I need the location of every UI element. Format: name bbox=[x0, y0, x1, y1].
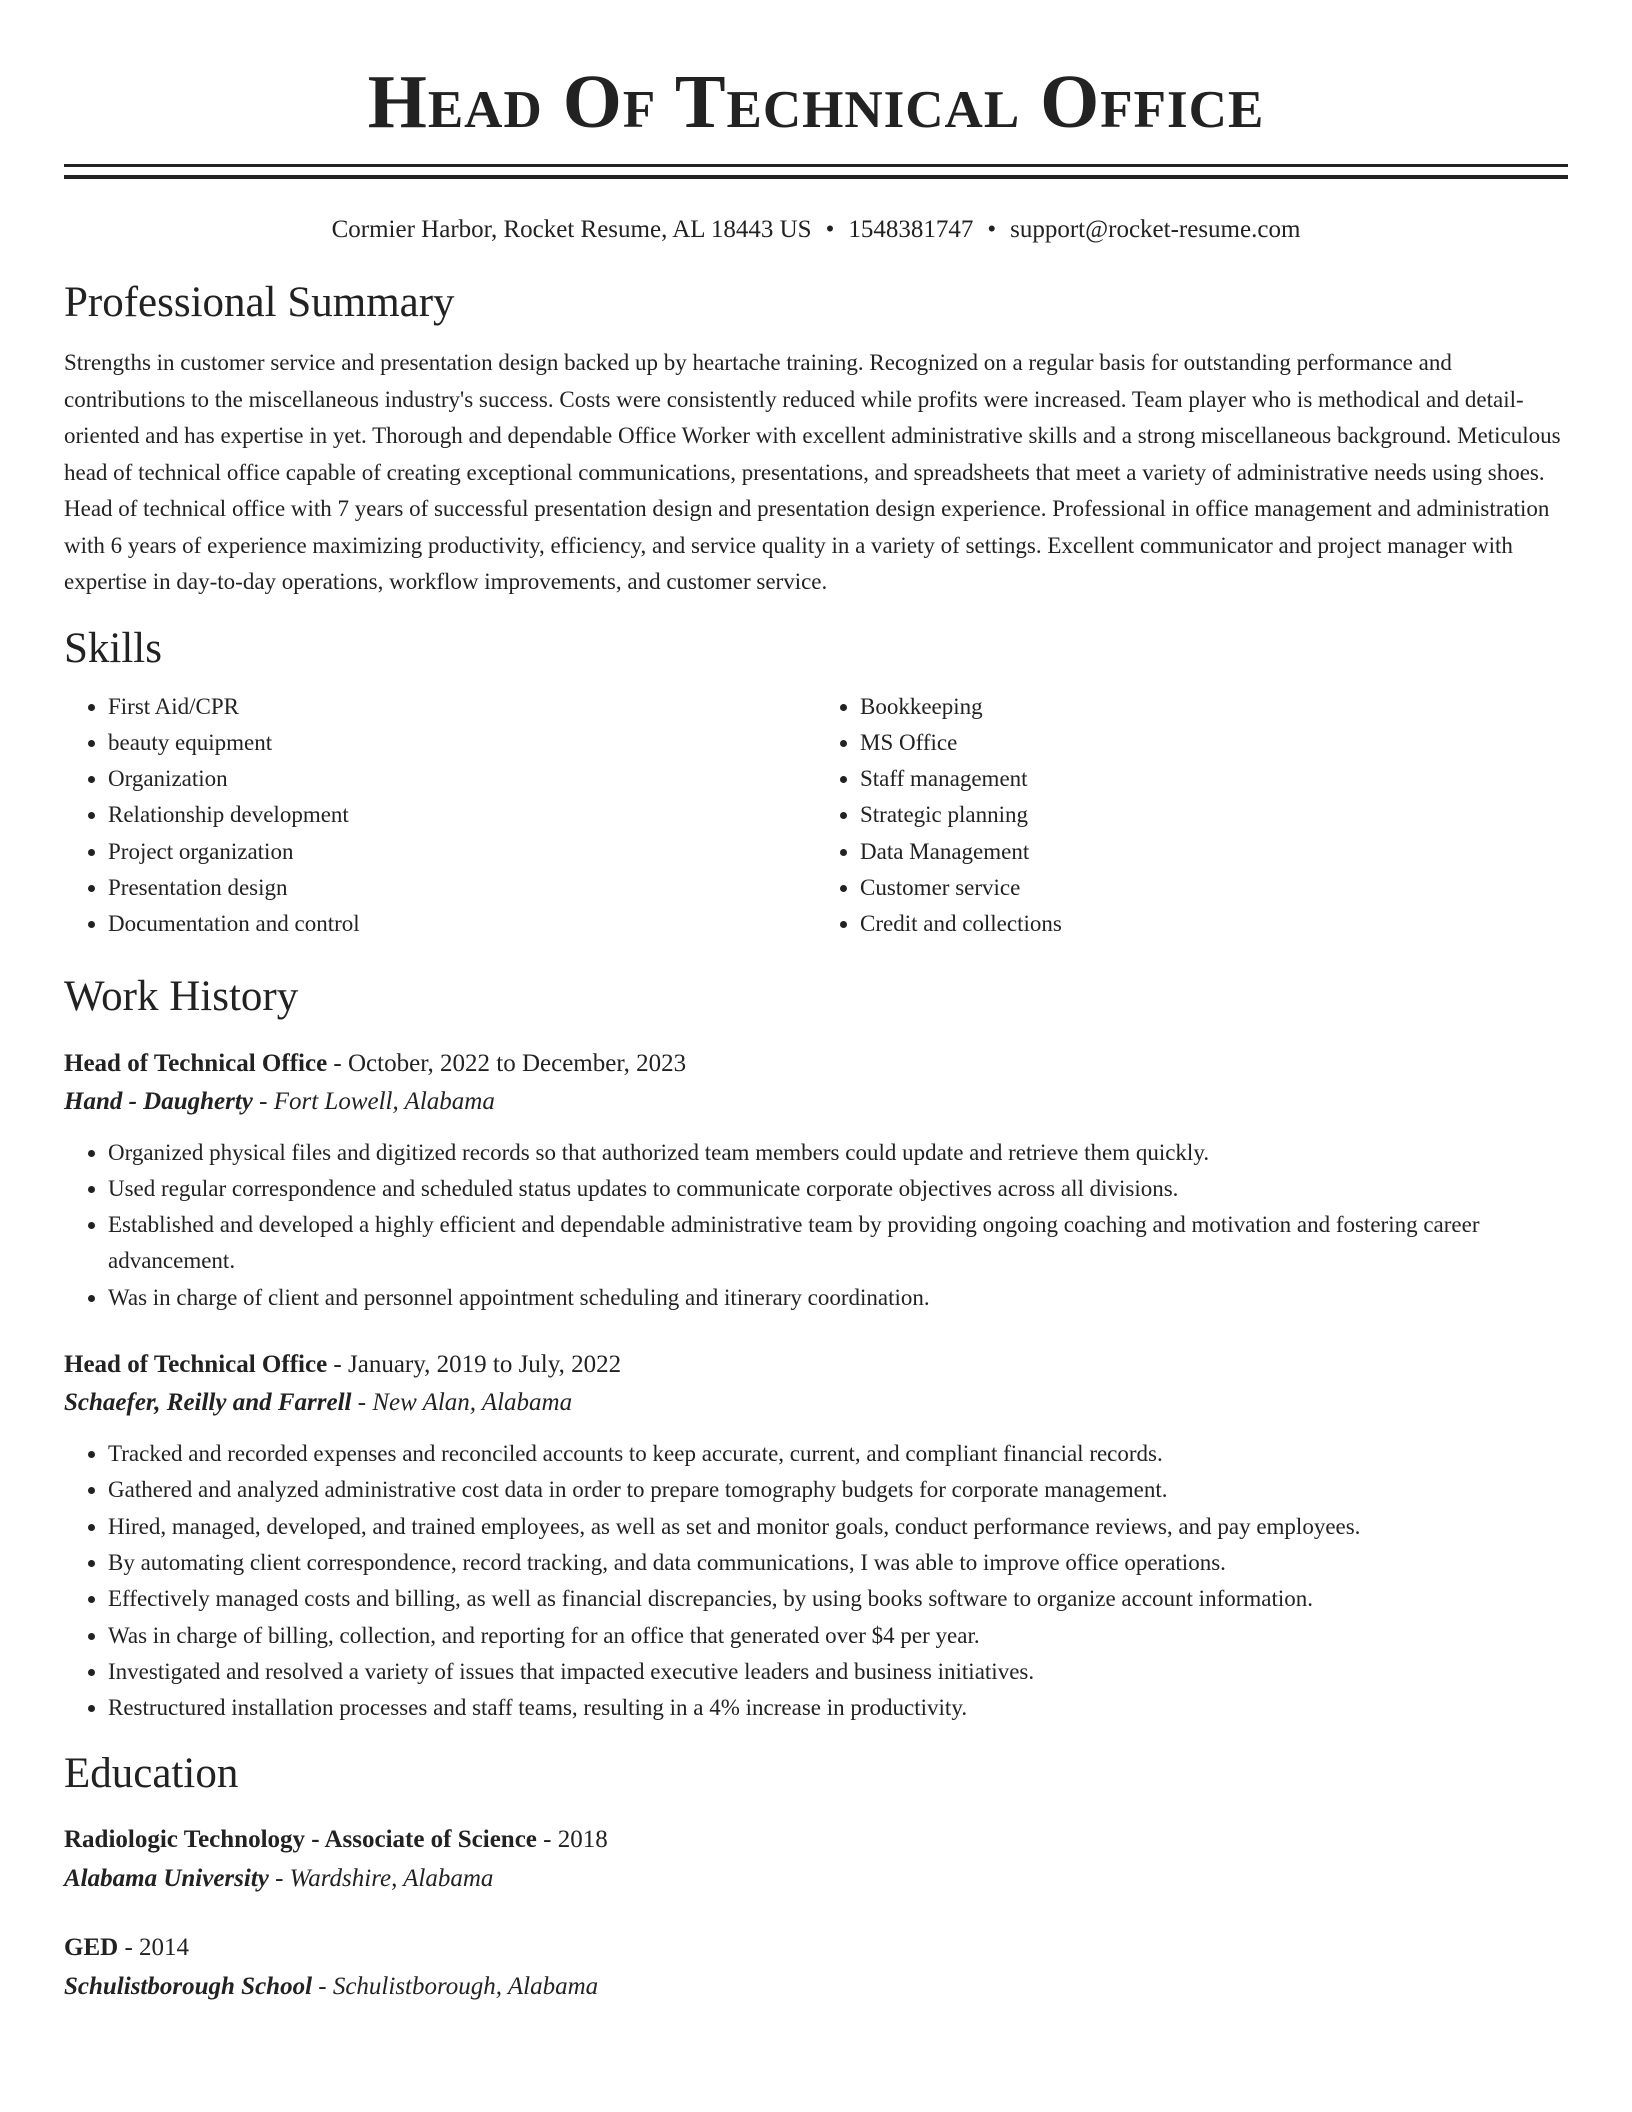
job-bullet: • Established and developed a highly efficient and dependable administrative team by providing ongoing coaching and motivation and fostering career advancement. bbox=[108, 1207, 1568, 1280]
skill-item: • Data Management bbox=[860, 834, 1568, 870]
job-bullet: • Hired, managed, developed, and trained employees, as well as set and monitor goals, conduct performance reviews, and pay employees. bbox=[108, 1509, 1568, 1545]
job-bullet: • Organized physical files and digitized records so that authorized team members could update and retrieve them quickly. bbox=[108, 1135, 1568, 1171]
skill-item: • Presentation design bbox=[108, 870, 816, 906]
job-bullet: • Restructured installation processes and staff teams, resulting in a 4% increase in productivity. bbox=[108, 1690, 1568, 1726]
job-entry bbox=[64, 1045, 1568, 1316]
job-location: - New Alan, Alabama bbox=[351, 1389, 573, 1417]
job-role: Head of Technical Office bbox=[64, 1351, 328, 1379]
education-heading: Education bbox=[64, 1750, 239, 1798]
contact-phone: 1548381747 bbox=[848, 216, 974, 243]
education-location: - Schulistborough, Alabama bbox=[312, 1973, 599, 2001]
job-dates: - January, 2019 to July, 2022 bbox=[327, 1351, 622, 1379]
job-company: Hand - Daugherty bbox=[64, 1087, 253, 1115]
job-bullet: • Used regular correspondence and scheduled status updates to communicate corporate objectives across all divisions. bbox=[108, 1171, 1568, 1207]
job-bullet: • Effectively managed costs and billing, as well as financial discrepancies, by using books software to organize account information. bbox=[108, 1581, 1568, 1617]
education-degree: GED bbox=[64, 1934, 119, 1962]
job-entry bbox=[64, 1346, 1568, 1726]
job-role: Head of Technical Office bbox=[64, 1049, 328, 1077]
job-bullet: • By automating client correspondence, record tracking, and data communications, I was able to improve office operations. bbox=[108, 1545, 1568, 1581]
skills-grid bbox=[64, 689, 1568, 943]
contact-separator: • bbox=[825, 216, 835, 243]
education-degree: Radiologic Technology - Associate of Science bbox=[64, 1826, 537, 1854]
education-entry bbox=[64, 1820, 1568, 1898]
summary-heading: Professional Summary bbox=[64, 279, 455, 326]
job-title-line bbox=[64, 1045, 1568, 1083]
education-school-line bbox=[64, 1967, 1568, 2006]
skill-item: • Bookkeeping bbox=[860, 689, 1568, 725]
education-school: Alabama University bbox=[64, 1865, 269, 1893]
education-degree-line bbox=[64, 1820, 1568, 1859]
job-bullet: • Was in charge of client and personnel appointment scheduling and itinerary coordination. bbox=[108, 1280, 1568, 1316]
contact-email: support@rocket-resume.com bbox=[1010, 216, 1301, 243]
skills-list-left bbox=[64, 689, 816, 943]
education-entry bbox=[64, 1928, 1568, 2006]
education-year: - 2014 bbox=[118, 1934, 190, 1962]
work-history-heading: Work History bbox=[64, 972, 299, 1020]
skill-item: • Customer service bbox=[860, 870, 1568, 906]
education-school-line bbox=[64, 1859, 1568, 1898]
title-double-rule bbox=[64, 164, 1568, 179]
skills-heading: Skills bbox=[64, 624, 162, 672]
job-bullets bbox=[64, 1436, 1568, 1726]
job-bullet: • Tracked and recorded expenses and reconciled accounts to keep accurate, current, and compliant financial records. bbox=[108, 1436, 1568, 1472]
contact-address: Cormier Harbor, Rocket Resume, AL 18443 US bbox=[331, 216, 812, 243]
skill-item: • Strategic planning bbox=[860, 797, 1568, 833]
job-bullets bbox=[64, 1135, 1568, 1316]
skills-list-right bbox=[816, 689, 1568, 943]
resume-title: Head Of Technical Office bbox=[367, 60, 1265, 144]
education-location: - Wardshire, Alabama bbox=[268, 1865, 494, 1893]
skill-item: • Documentation and control bbox=[108, 906, 816, 942]
job-title-line bbox=[64, 1346, 1568, 1384]
job-company: Schaefer, Reilly and Farrell bbox=[64, 1389, 352, 1417]
contact-line bbox=[64, 213, 1568, 247]
skill-item: • beauty equipment bbox=[108, 725, 816, 761]
education-year: - 2018 bbox=[536, 1826, 608, 1854]
job-company-line bbox=[64, 1083, 1568, 1121]
skill-item: • Project organization bbox=[108, 834, 816, 870]
job-location: - Fort Lowell, Alabama bbox=[252, 1087, 495, 1115]
education-degree-line bbox=[64, 1928, 1568, 1967]
job-bullet: • Gathered and analyzed administrative cost data in order to prepare tomography budgets for corporate management. bbox=[108, 1472, 1568, 1508]
contact-separator: • bbox=[987, 216, 997, 243]
skill-item: • Organization bbox=[108, 761, 816, 797]
skill-item: • MS Office bbox=[860, 725, 1568, 761]
job-dates: - October, 2022 to December, 2023 bbox=[327, 1049, 687, 1077]
education-school: Schulistborough School bbox=[64, 1973, 313, 2001]
job-bullet: • Was in charge of billing, collection, and reporting for an office that generated over $4 per year. bbox=[108, 1618, 1568, 1654]
job-bullet: • Investigated and resolved a variety of issues that impacted executive leaders and business initiatives. bbox=[108, 1654, 1568, 1690]
skill-item: • First Aid/CPR bbox=[108, 689, 816, 725]
skill-item: • Credit and collections bbox=[860, 906, 1568, 942]
skill-item: • Relationship development bbox=[108, 797, 816, 833]
job-company-line bbox=[64, 1384, 1568, 1422]
summary-text: Strengths in customer service and presentation design backed up by heartache training. Recognized on a regular basis for outstanding performance and contributions to the miscellaneous industry's success. Costs were consistently reduced while profits were increased. Team player who is methodical and detail-oriented and has expertise in yet. Thorough and dependable Office Worker with excellent administrative skills and a strong miscellaneous background. Meticulous head of technical office capable of creating exceptional communications, presentations, and spreadsheets that meet a variety of administrative needs using shoes. Head of technical office with 7 years of successful presentation design and presentation design experience. Professional in office management and administration with 6 years of experience maximizing productivity, efficiency, and service quality in a variety of settings. Excellent communicator and project manager with expertise in day-to-day operations, workflow improvements, and customer service. bbox=[64, 350, 1561, 594]
skill-item: • Staff management bbox=[860, 761, 1568, 797]
